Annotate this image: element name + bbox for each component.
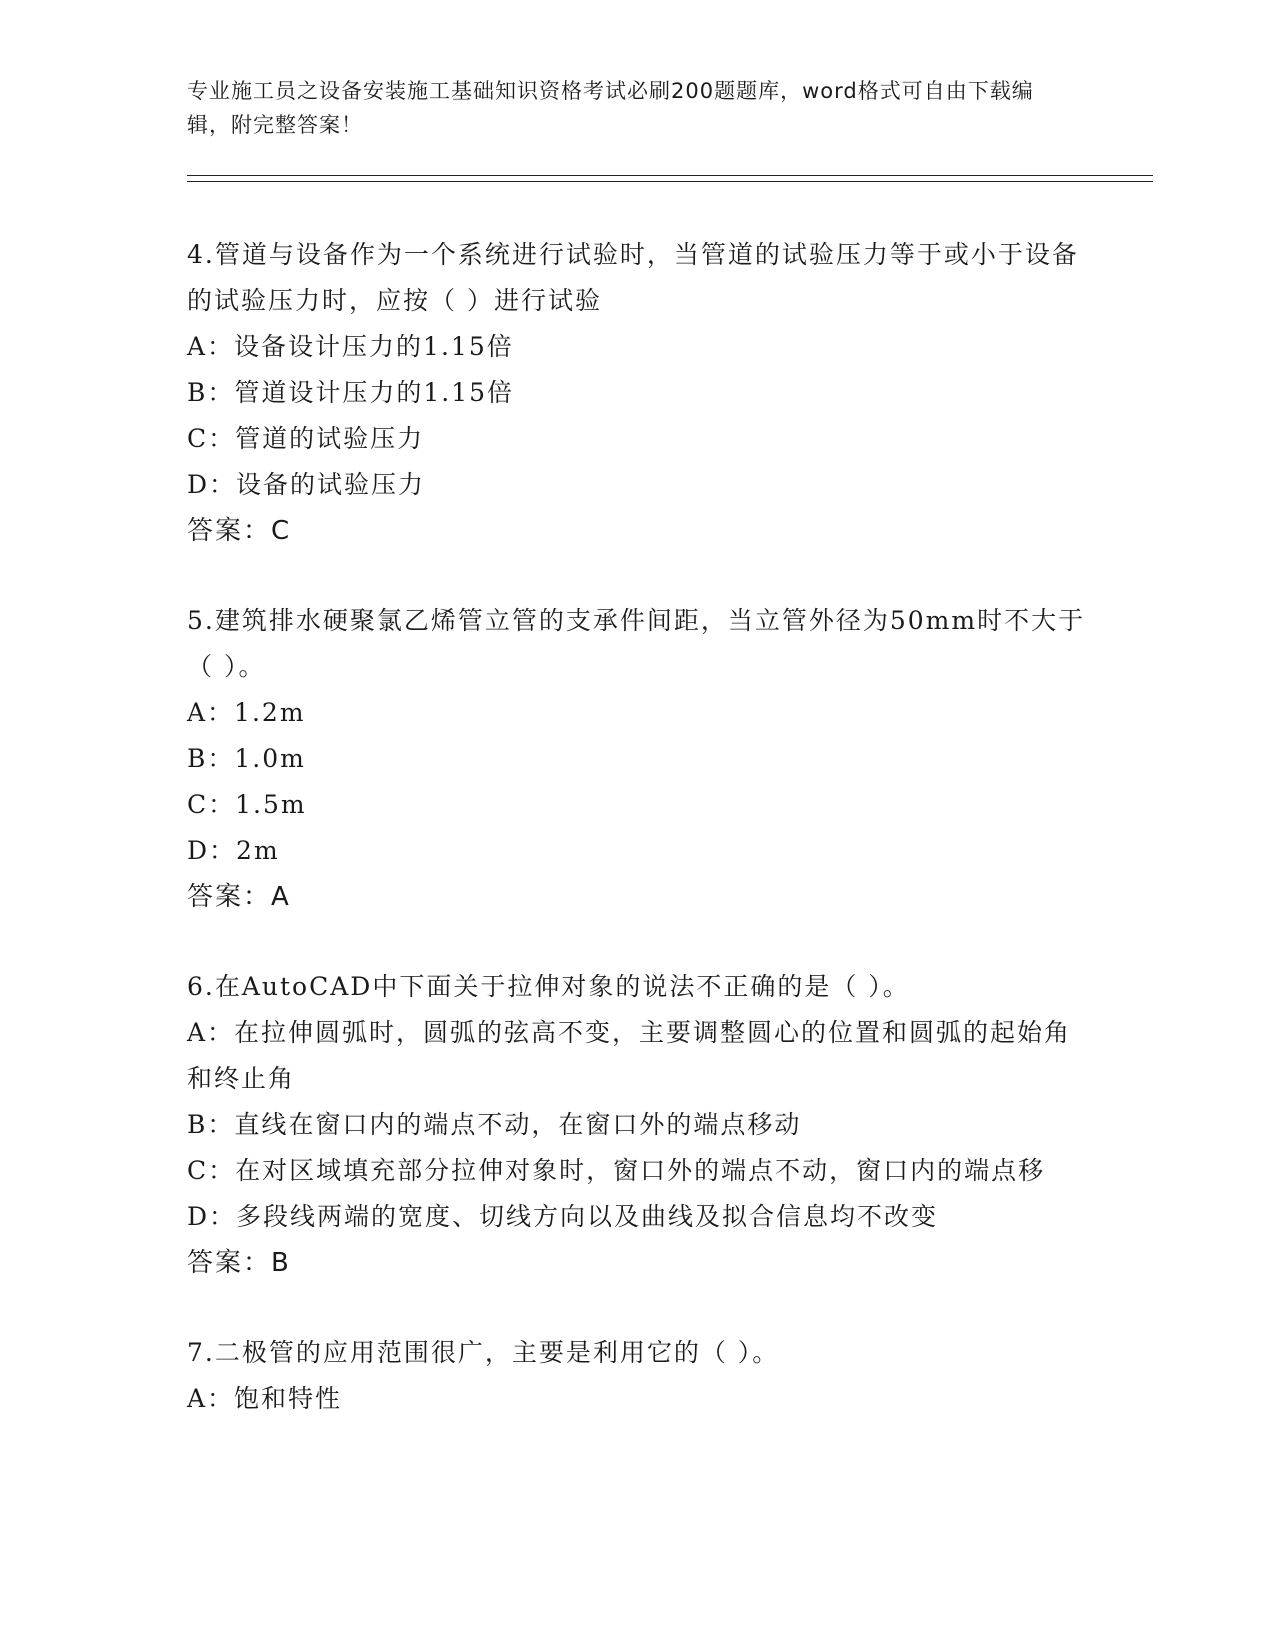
option-c: C：1.5m (187, 790, 307, 819)
question-4 (187, 232, 1087, 554)
answer-line: 答案：C (187, 516, 292, 546)
question-5 (187, 598, 1087, 920)
option-d: D：设备的试验压力 (187, 470, 426, 499)
option-a: A：设备设计压力的1.15倍 (187, 332, 514, 361)
question-text: 4.管道与设备作为一个系统进行试验时，当管道的试验压力等于或小于设备的试验压力时，应按（ ）进行试验 (187, 240, 1079, 315)
question-text: 7.二极管的应用范围很广，主要是利用它的（ ）。 (187, 1338, 780, 1367)
option-b: B：直线在窗口内的端点不动，在窗口外的端点移动 (187, 1110, 802, 1139)
document-header: 专业施工员之设备安装施工基础知识资格考试必刷200题题库，word格式可自由下载编辑，附完整答案！ (187, 79, 1034, 137)
option-d: D：多段线两端的宽度、切线方向以及曲线及拟合信息均不改变 (187, 1202, 939, 1231)
answer-line: 答案：A (187, 882, 291, 912)
option-c: C：管道的试验压力 (187, 424, 425, 453)
question-7 (187, 1330, 1087, 1422)
option-a: A：在拉伸圆弧时，圆弧的弦高不变，主要调整圆心的位置和圆弧的起始角和终止角 (187, 1018, 1072, 1093)
question-text: 5.建筑排水硬聚氯乙烯管立管的支承件间距，当立管外径为50mm时不大于（ ）。 (187, 606, 1086, 681)
question-list (187, 232, 1087, 1466)
question-text: 6.在AutoCAD中下面关于拉伸对象的说法不正确的是（ ）。 (187, 972, 910, 1001)
question-6 (187, 964, 1087, 1286)
answer-line: 答案：B (187, 1248, 291, 1278)
header-rule-bottom (187, 181, 1153, 182)
option-a: A：饱和特性 (187, 1384, 343, 1413)
header-rule-top (187, 175, 1153, 176)
option-b: B：管道设计压力的1.15倍 (187, 378, 515, 407)
option-b: B：1.0m (187, 744, 306, 773)
option-c: C：在对区域填充部分拉伸对象时，窗口外的端点不动，窗口内的端点移 (187, 1156, 1046, 1185)
option-a: A：1.2m (187, 698, 306, 727)
option-d: D：2m (187, 836, 280, 865)
